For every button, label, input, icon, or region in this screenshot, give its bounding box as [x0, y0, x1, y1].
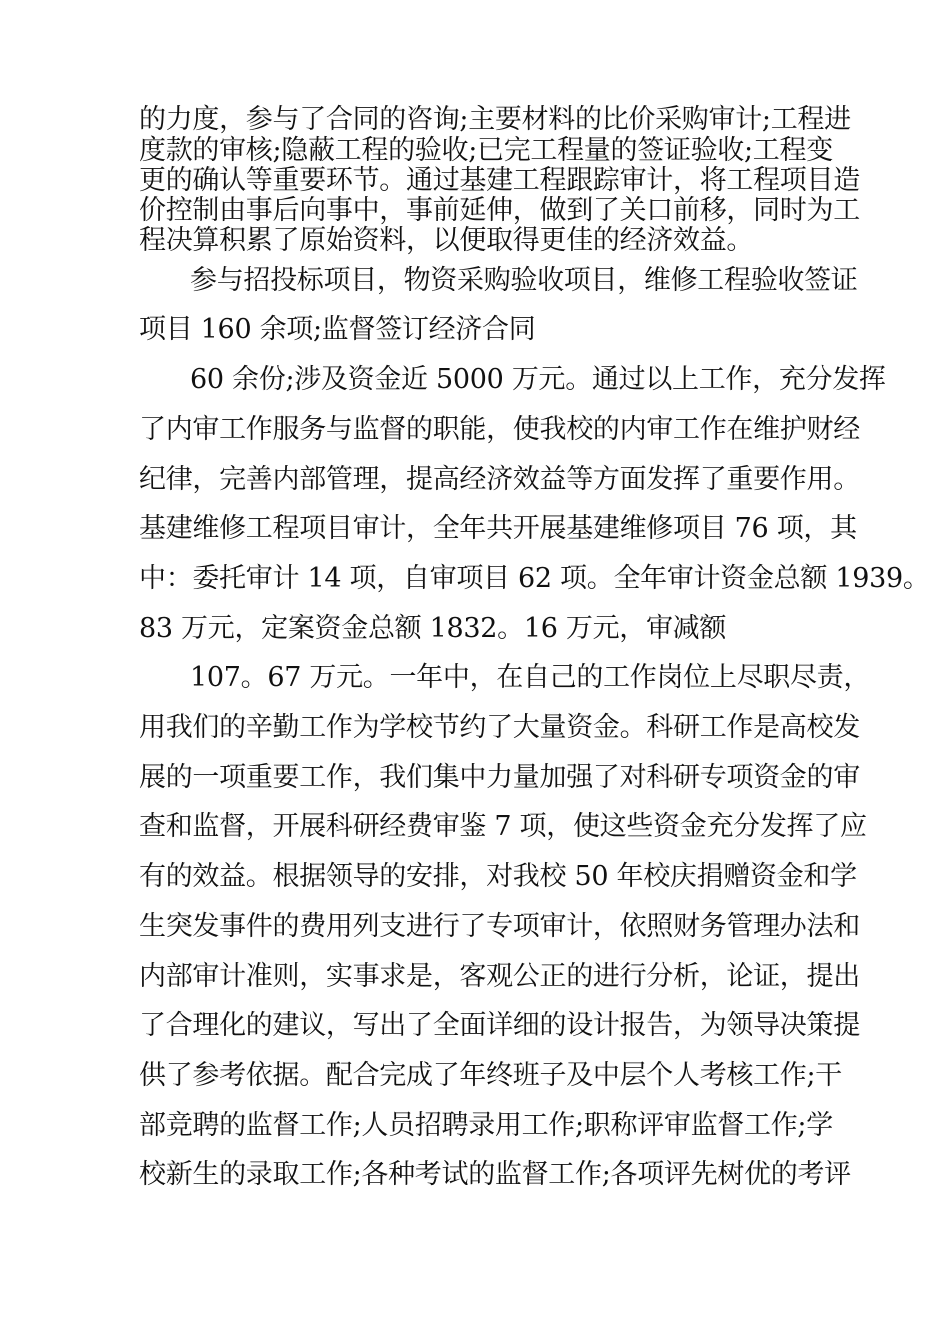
text-line: 内部审计准则，实事求是，客观公正的进行分析，论证，提出: [139, 961, 860, 992]
text-line: 中：委托审计 14 项，自审项目 62 项。全年审计资金总额 1939。: [139, 563, 930, 594]
text-line: 更的确认等重要环节。通过基建工程跟踪审计，将工程项目造: [139, 165, 860, 196]
text-line: 有的效益。根据领导的安排，对我校 50 年校庆捐赠资金和学: [139, 861, 857, 892]
text-line: 校新生的录取工作;各种考试的监督工作;各项评先树优的考评: [139, 1159, 851, 1190]
text-line: 部竞聘的监督工作;人员招聘录用工作;职称评审监督工作;学: [139, 1110, 833, 1141]
text-line: 了合理化的建议，写出了全面详细的设计报告，为领导决策提: [139, 1010, 860, 1041]
text-line: 了内审工作服务与监督的职能，使我校的内审工作在维护财经: [139, 414, 860, 445]
text-line: 展的一项重要工作，我们集中力量加强了对科研专项资金的审: [139, 762, 860, 793]
paragraph-first-line: 参与招投标项目，物资采购验收项目，维修工程验收签证: [190, 265, 858, 296]
text-line: 度款的审核;隐蔽工程的验收;已完工程量的签证验收;工程变: [139, 135, 833, 166]
text-line: 查和监督，开展科研经费审鉴 7 项，使这些资金充分发挥了应: [139, 811, 867, 842]
text-line: 纪律，完善内部管理，提高经济效益等方面发挥了重要作用。: [139, 464, 860, 495]
text-line: 83 万元，定案资金总额 1832。16 万元，审减额: [139, 613, 727, 644]
text-line: 供了参考依据。配合完成了年终班子及中层个人考核工作;干: [139, 1060, 842, 1091]
text-line: 用我们的辛勤工作为学校节约了大量资金。科研工作是高校发: [139, 712, 860, 743]
text-line: 价控制由事后向事中，事前延伸，做到了关口前移，同时为工: [139, 195, 860, 226]
text-line: 基建维修工程项目审计，全年共开展基建维修项目 76 项，其: [139, 513, 857, 544]
paragraph-first-line: 60 余份;涉及资金近 5000 万元。通过以上工作，充分发挥: [190, 364, 886, 395]
text-line: 生突发事件的费用列支进行了专项审计，依照财务管理办法和: [139, 911, 860, 942]
text-line: 项目 160 余项;监督签订经济合同: [139, 314, 536, 345]
text-line: 程决算积累了原始资料，以便取得更佳的经济效益。: [139, 225, 754, 256]
paragraph-first-line: 107。67 万元。一年中，在自己的工作岗位上尽职尽责，: [190, 662, 871, 693]
text-line: 的力度，参与了合同的咨询;主要材料的比价采购审计;工程进: [139, 104, 851, 135]
